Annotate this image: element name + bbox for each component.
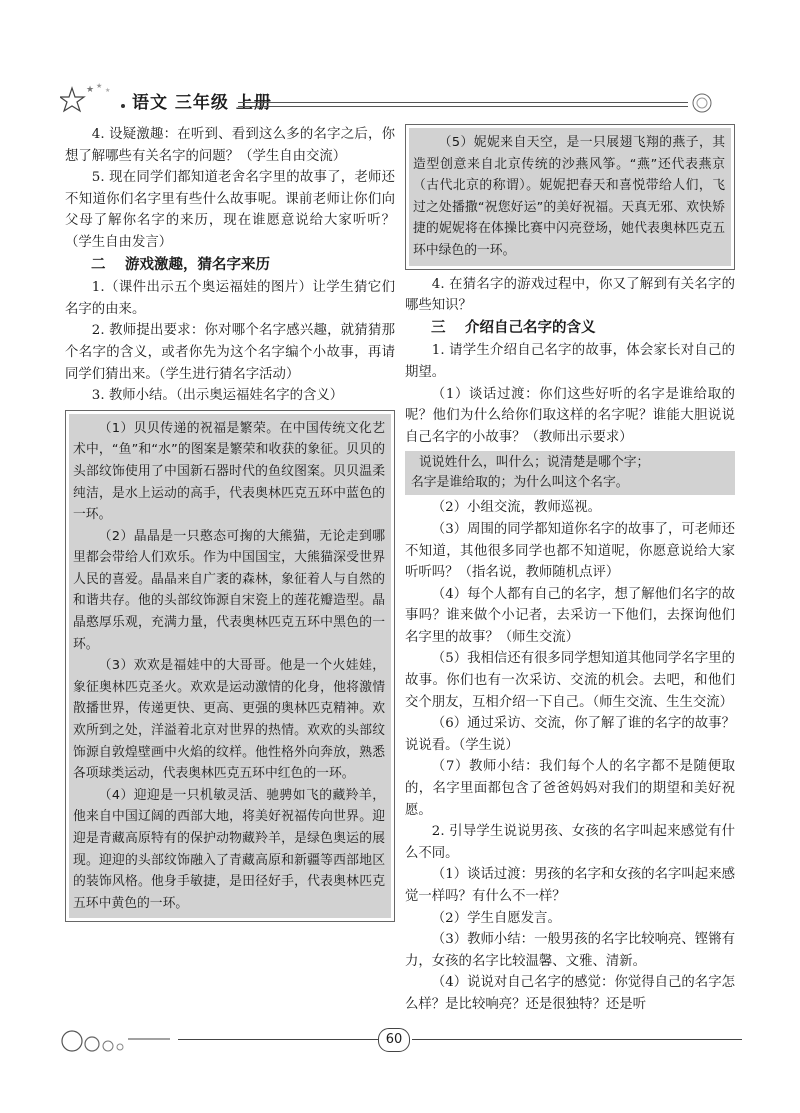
paragraph: （1）谈话过渡：你们这些好听的名字是谁给取的呢？他们为什么给你们取这样的名字呢？谁能大胆说说自己名字的小故事？（教师出示要求） xyxy=(405,386,735,445)
paragraph: 1. 请学生介绍自己名字的故事，体会家长对自己的期望。 xyxy=(405,343,735,380)
paragraph: 1.（课件出示五个奥运福娃的图片）让学生猜它们名字的由来。 xyxy=(65,280,395,317)
star-decoration-icon xyxy=(60,78,130,118)
page-footer xyxy=(60,1020,740,1070)
svg-text:★: ★ xyxy=(86,85,95,95)
circles-decoration-icon xyxy=(60,1026,170,1056)
paragraph: （7）教师小结：我们每个人的名字都不是随便取的，名字里面都包含了爸爸妈妈对我们的期望和美好祝愿。 xyxy=(405,759,735,818)
section-heading xyxy=(65,255,395,277)
footer-rule xyxy=(412,1039,742,1040)
page-number: 60 xyxy=(378,1028,410,1052)
spiral-decoration-icon xyxy=(688,90,716,116)
paragraph: （1）谈话过渡：男孩的名字和女孩的名字叫起来感觉一样吗？有什么不一样？ xyxy=(405,867,735,904)
mascot-nini: （5）妮妮来自天空，是一只展翅飞翔的燕子，其造型创意来自北京传统的沙燕风筝。“燕”还代表燕京（古代北京的称谓）。妮妮把春天和喜悦带给人们，飞过之处播撒“祝您好运”的美好祝福。天真无邪、欢快矫捷的妮妮将在体操比赛中闪亮登场，她代表奥林匹克五环中绿色的一环。 xyxy=(413,135,725,258)
paragraph: 4. 在猜名字的游戏过程中，你又了解到有关名字的哪些知识？ xyxy=(405,276,735,314)
mascot-box xyxy=(65,410,395,923)
paragraph: （6）通过采访、交流，你了解了谁的名字的故事？说说看。（学生说） xyxy=(405,716,735,753)
paragraph: 5. 现在同学们都知道老舍名字里的故事了，老师还不知道你们名字里有些什么故事呢。课前老师让你们向父母了解你名字的来历，现在谁愿意说给大家听听？（学生自由发言） xyxy=(65,170,395,250)
page-header xyxy=(60,78,720,118)
mascot-jingjing: （2）晶晶是一只憨态可掬的大熊猫，无论走到哪里都会带给人们欢乐。作为中国国宝，大熊猫深受世界人民的喜爱。晶晶来自广袤的森林，象征着人与自然的和谐共存。他的头部纹饰源自宋瓷上的莲花瓣造型。晶晶憨厚乐观，充满力量，代表奥林匹克五环中黑色的一环。 xyxy=(73,528,385,652)
svg-text:★: ★ xyxy=(105,87,111,94)
paragraph: （3）周围的同学都知道你名字的故事了，可老师还不知道，其他很多同学也都不知道呢，你愿意说给大家听听吗？（指名说，教师随机点评） xyxy=(405,521,735,581)
section-number: 二 xyxy=(91,256,106,273)
paragraph: （3）教师小结：一般男孩的名字比较响亮、铿锵有力，女孩的名字比较温馨、文雅、清新。 xyxy=(405,932,735,969)
mascot-yingying: （4）迎迎是一只机敏灵活、驰骋如飞的藏羚羊，他来自中国辽阔的西部大地，将美好祝福传向世界。迎迎是青藏高原特有的保护动物藏羚羊，是绿色奥运的展现。迎迎的头部纹饰融入了青藏高原和新疆等西部地区的装饰风格。他身手敏捷，是田径好手，代表奥林匹克五环中黄色的一环。 xyxy=(73,787,385,911)
paragraph: （4）说说对自己名字的感觉：你觉得自己的名字怎么样？是比较响亮？还是很独特？还是听 xyxy=(405,975,735,1012)
book-title: 语文 三年级 上册 xyxy=(132,93,272,113)
left-column xyxy=(65,124,395,922)
svg-text:★: ★ xyxy=(96,82,103,90)
right-column xyxy=(405,124,735,1016)
paragraph: 2. 引导学生说说男孩、女孩的名字叫起来感觉有什么不同。 xyxy=(405,824,735,861)
paragraph: 3. 教师小结。（出示奥运福娃名字的含义） xyxy=(91,388,344,404)
paragraph: （2）学生自愿发言。 xyxy=(431,910,561,926)
requirement-line: 说说姓什么，叫什么；说清楚是哪个字； xyxy=(419,455,650,471)
section-number: 三 xyxy=(431,319,446,336)
header-rule xyxy=(238,102,688,107)
mascot-beibei: （1）贝贝传递的祝福是繁荣。在中国传统文化艺术中，“鱼”和“水”的图案是繁荣和收获的象征。贝贝的头部纹饰使用了中国新石器时代的鱼纹图案。贝贝温柔纯洁，是水上运动的高手，代表奥林匹克五环中蓝色的一环。 xyxy=(73,420,385,523)
requirement-box xyxy=(405,451,735,495)
paragraph: （4）每个人都有自己的名字，想了解他们名字的故事吗？谁来做个小记者，去采访一下他们，去探询他们名字里的故事？（师生交流） xyxy=(405,586,735,645)
paragraph: 4. 设疑激趣：在听到、看到这么多的名字之后，你想了解哪些有关名字的问题？（学生自由交流） xyxy=(65,127,395,164)
paragraph: （5）我相信还有很多同学想知道其他同学名字里的故事。你们也有一次采访、交流的机会。去吧，和他们交个朋友，互相介绍一下自己。（师生交流、生生交流） xyxy=(405,651,735,710)
paragraph: 2. 教师提出要求：你对哪个名字感兴趣，就猜猜那个名字的含义，或者你先为这个名字编个小故事，再请同学们猜出来。（学生进行猜名字活动） xyxy=(65,323,395,382)
mascot-box-continued xyxy=(405,124,735,270)
mascot-box-inner xyxy=(409,128,731,266)
section-heading xyxy=(405,318,735,340)
mascot-huanhuan: （3）欢欢是福娃中的大哥哥。他是一个火娃娃，象征奥林匹克圣火。欢欢是运动激情的化身，他将激情散播世界，传递更快、更高、更强的奥林匹克精神。欢欢所到之处，洋溢着北京对世界的热情。欢欢的头部纹饰源自敦煌壁画中火焰的纹样。他性格外向奔放，熟悉各项球类运动，代表奥林匹克五环中红色的一环。 xyxy=(73,658,385,782)
paragraph: （2）小组交流，教师巡视。 xyxy=(431,500,602,516)
requirement-line: 名字是谁给取的；为什么叫这个名字。 xyxy=(411,475,629,491)
section-title: 游戏激趣，猜名字来历 xyxy=(125,256,270,273)
mascot-box-inner xyxy=(69,414,391,919)
section-title: 介绍自己名字的含义 xyxy=(465,319,596,336)
footer-rule xyxy=(178,1039,378,1040)
